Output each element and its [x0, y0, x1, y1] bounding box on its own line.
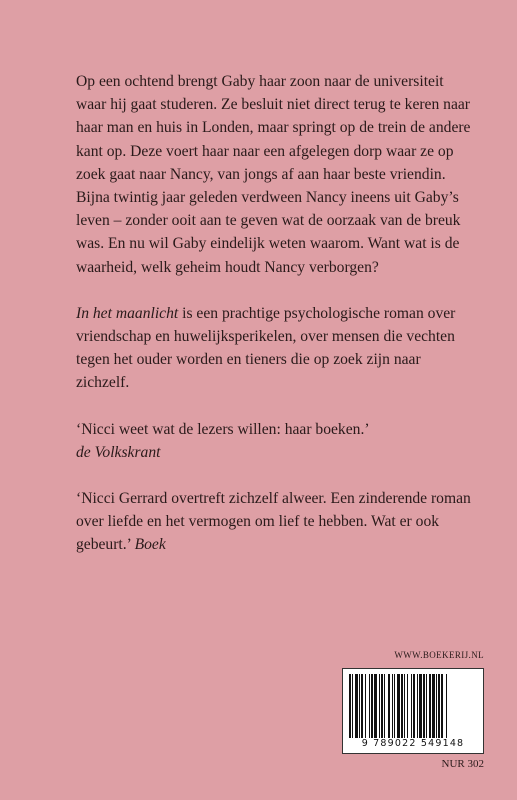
barcode: [342, 668, 484, 754]
blurb-paragraph-2: Bijna twintig jaar geleden verdween Nancy ineens uit Gaby’s leven – zonder ooit aan te geven wat de oorzaak van de breuk was. En nu wil Gaby eindelijk weten waarom. Want wat is de waarheid, welk geheim houdt Nancy verborgen?: [76, 189, 461, 276]
isbn-number: 9 789022 549148: [361, 738, 465, 749]
nur-code: NUR 302: [441, 758, 484, 770]
blurb-paragraph-1: Op een ochtend brengt Gaby haar zoon naar de universiteit waar hij gaat studeren. Ze besluit niet direct terug te keren naar haar man en huis in Londen, maar springt op de trein de andere kant op. Deze voert haar naar een afgelegen dorp waar ze op zoek gaat naar Nancy, van jongs af aan haar beste vriendin.: [76, 73, 471, 183]
quote-1-source: de Volkskrant: [76, 443, 161, 461]
blurb-paragraph-3-rest: is een prachtige psychologische roman over vriendschap en huwelijksperikelen, over mensen die vechten tegen het ouder worden en tieners die op zoek zijn naar zichzelf.: [76, 304, 456, 392]
barcode-bars: [349, 674, 479, 738]
blurb-text: [76, 70, 476, 557]
quote-2-source: Boek: [134, 536, 166, 554]
publisher-url: WWW.BOEKERIJ.NL: [394, 650, 484, 660]
quote-1: [76, 418, 476, 464]
quote-2: [76, 487, 476, 557]
blurb-paragraph-3: [76, 302, 476, 395]
quote-2-text: ‘Nicci Gerrard overtreft zichzelf alweer. Een zinderende roman over liefde en het vermogen om lief te hebben. Wat er ook gebeurt.’: [76, 490, 471, 554]
book-title: In het maanlicht: [76, 304, 179, 322]
quote-1-text: ‘Nicci weet wat de lezers willen: haar boeken.’: [76, 420, 370, 438]
